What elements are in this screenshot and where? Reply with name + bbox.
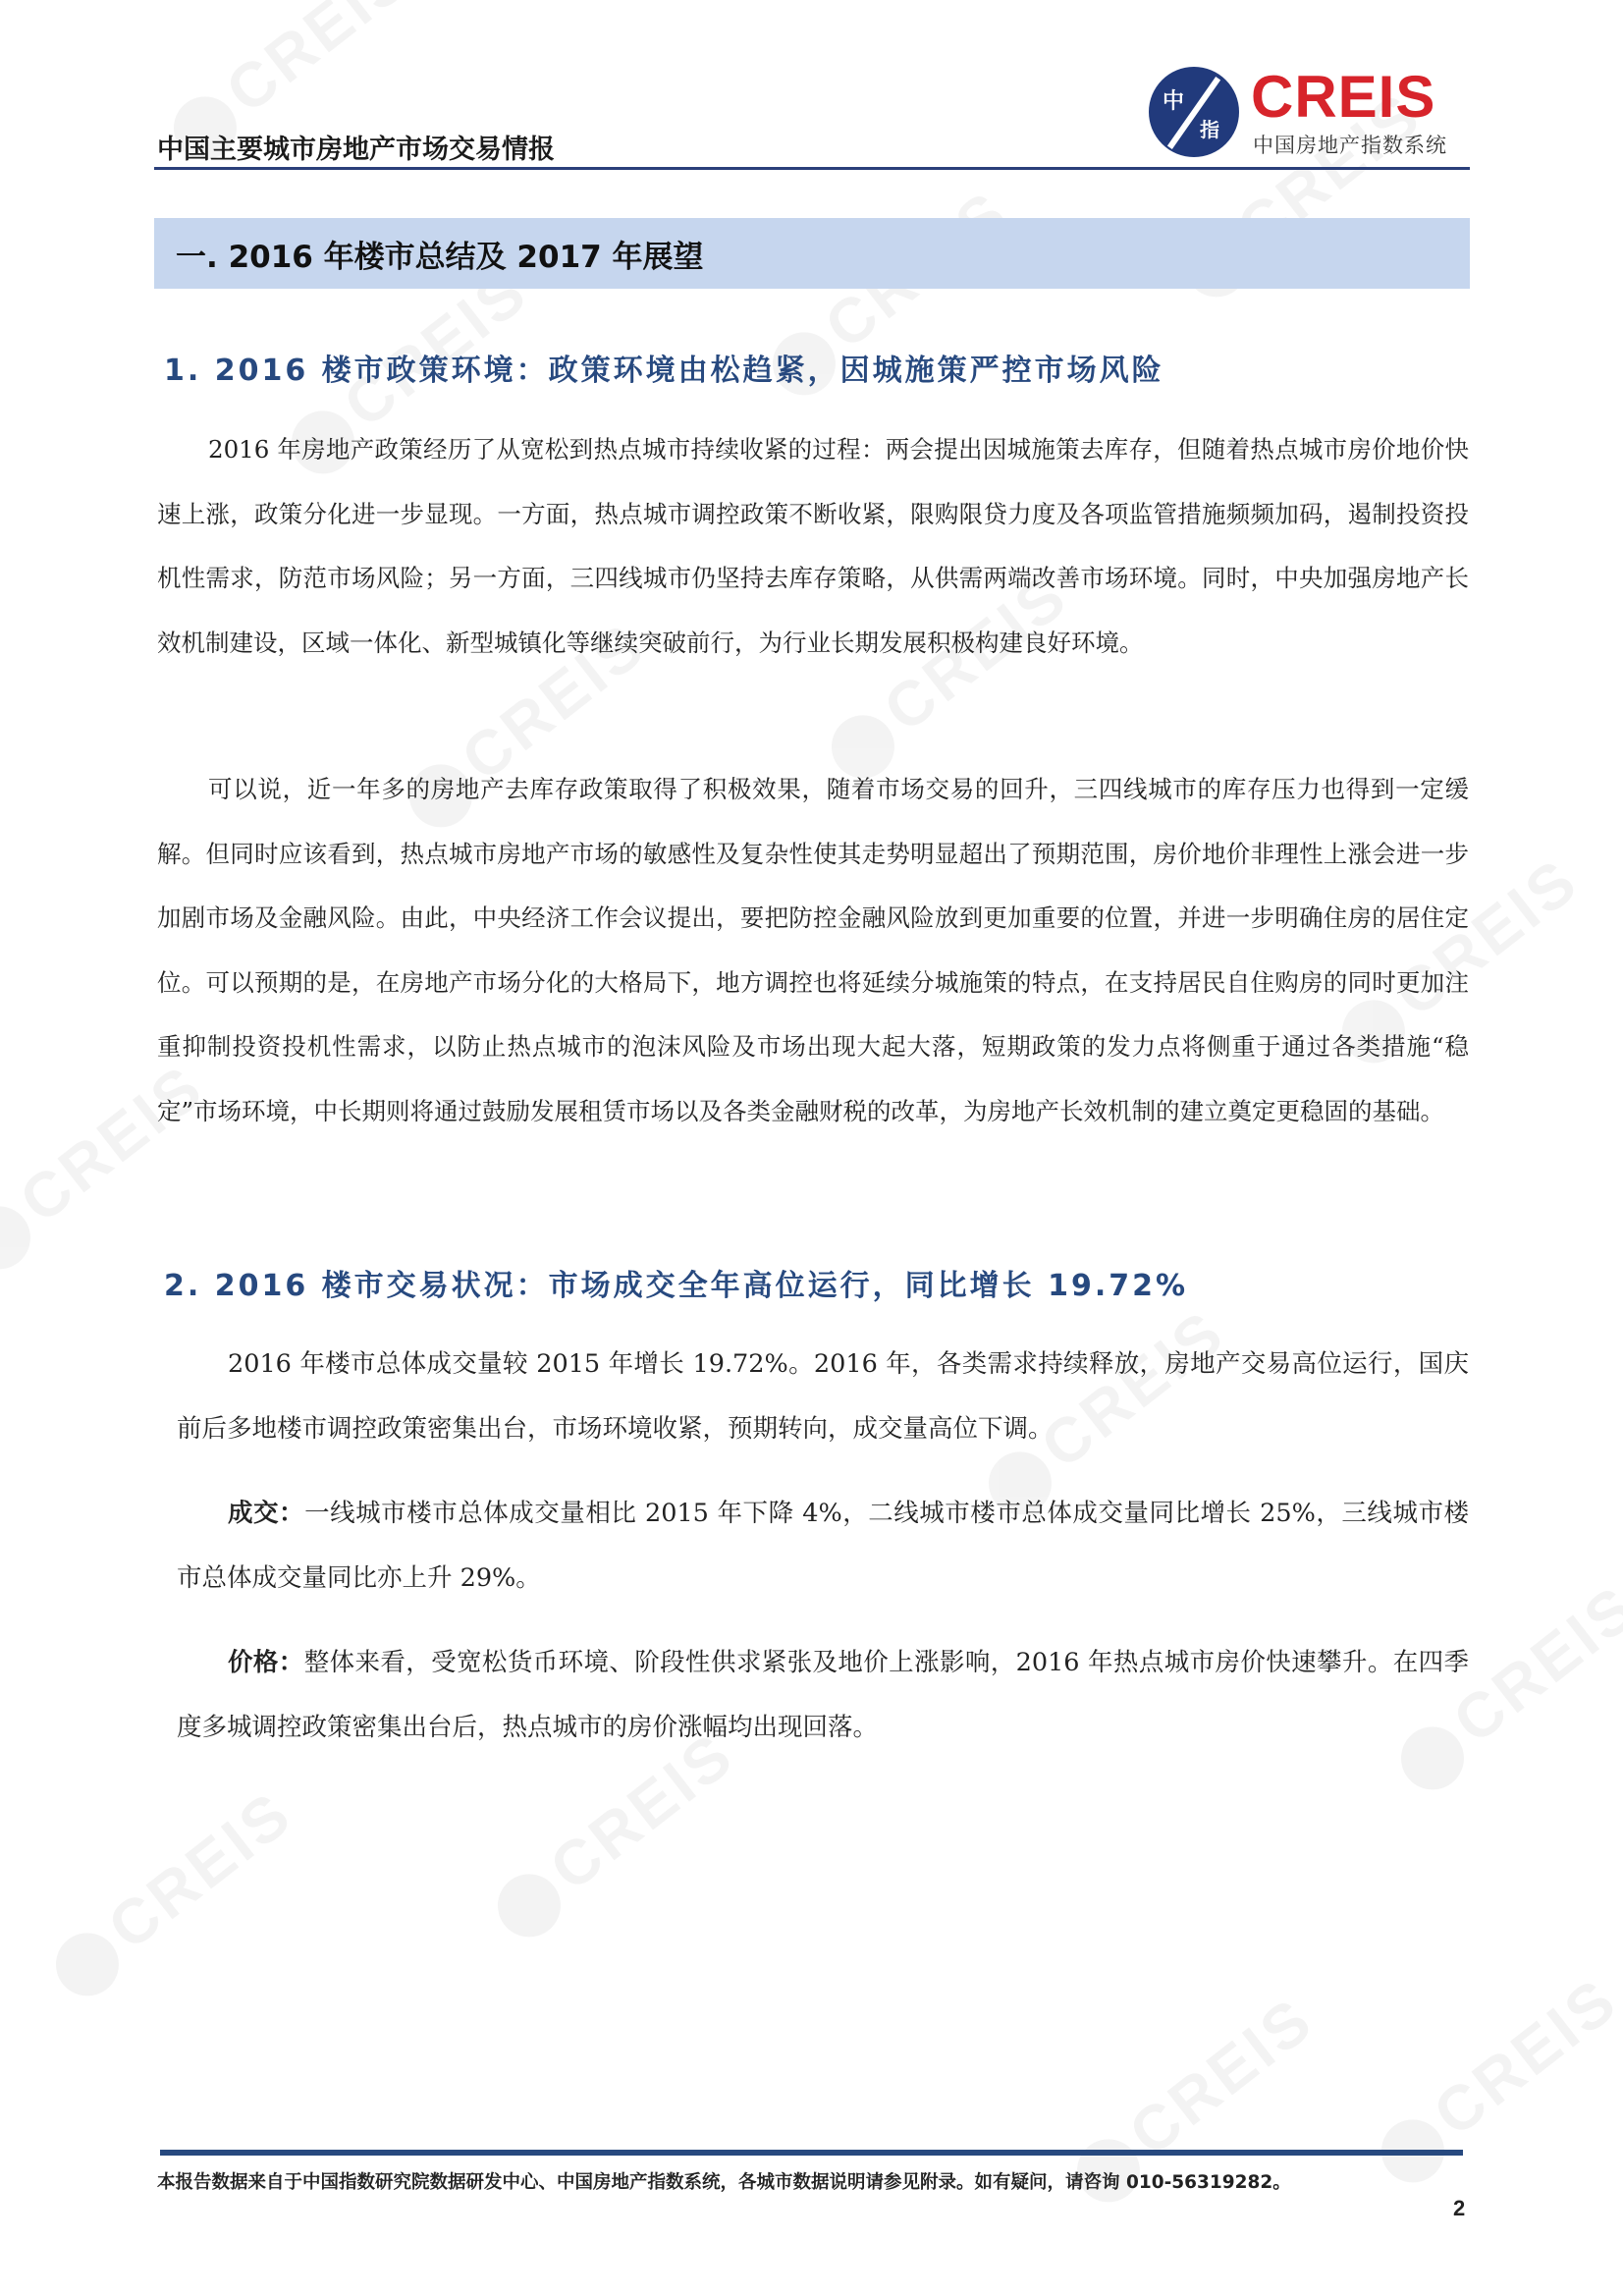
creis-logo (1149, 64, 1473, 165)
section-banner (154, 218, 1470, 289)
footer-divider (160, 2150, 1463, 2156)
deal-label: 成交： (228, 1499, 305, 1528)
watermark (1363, 1963, 1623, 2196)
paragraph-policy-2: 可以说，近一年多的房地产去库存政策取得了积极效果，随着市场交易的回升，三四线城市的库存压力也得到一定缓解。但同时应该看到，热点城市房地产市场的敏感性及复杂性使其走势明显超出了预期范围，房价地价非理性上涨会进一步加剧市场及金融风险。由此，中央经济工作会议提出，要把防控金融风险放到更加重要的位置，并进一步明确住房的居住定位。可以预期的是，在房地产市场分化的大格局下，地方调控也将延续分城施策的特点，在支持居民自住购房的同时更加注重抑制投资投机性需求，以防止热点城市的泡沫风险及市场出现大起大落，短期政策的发力点将侧重于通过各类措施“稳定”市场环境，中长期则将通过鼓励发展租赁市场以及各类金融财税的改革，为房地产长效机制的建立奠定更稳固的基础。 (157, 775, 1469, 1125)
paragraph-transactions-intro: 2016 年楼市总体成交量较 2015 年增长 19.72%。2016 年，各类需求持续释放，房地产交易高位运行，国庆前后多地楼市调控政策密集出台，市场环境收紧，预期转向，成交量高位下调。 (177, 1349, 1469, 1444)
logo-glyph: 指 (1200, 118, 1219, 141)
footer-note: 本报告数据来自于中国指数研究院数据研发中心、中国房地产指数系统，各城市数据说明请参见附录。如有疑问，请咨询 010-56319282。 (157, 2172, 1291, 2193)
section-heading-transactions: 2. 2016 楼市交易状况：市场成交全年高位运行，同比增长 19.72% (164, 1269, 1189, 1303)
report-title: 中国主要城市房地产市场交易情报 (157, 135, 555, 165)
watermark (37, 1777, 306, 2009)
section-heading-policy: 1. 2016 楼市政策环境：政策环境由松趋紧，因城施策严控市场风险 (164, 354, 1164, 388)
section-banner-title: 一. 2016 年楼市总结及 2017 年展望 (176, 240, 704, 275)
logo-glyph: 中 (1163, 89, 1185, 114)
logo-wordmark: CREIS (1251, 64, 1436, 130)
paragraph-prices (177, 1630, 1469, 1760)
price-text: 整体来看，受宽松货币环境、阶段性供求紧张及地价上涨影响，2016 年热点城市房价快速攀升。在四季度多城调控政策密集出台后，热点城市的房价涨幅均出现回落。 (177, 1648, 1469, 1742)
header-divider (154, 167, 1470, 170)
paragraph-policy-1: 2016 年房地产政策经历了从宽松到热点城市持续收紧的过程：两会提出因城施策去库存，但随着热点城市房价地价快速上涨，政策分化进一步显现。一方面，热点城市调控政策不断收紧，限购限贷力度及各项监管措施频频加码，遏制投资投机性需求，防范市场风险；另一方面，三四线城市仍坚持去库存策略，从供需两端改善市场环境。同时，中央加强房地产长效机制建设，区域一体化、新型城镇化等继续突破前行，为行业长期发展积极构建良好环境。 (157, 435, 1469, 657)
price-label: 价格： (228, 1648, 304, 1677)
deal-text: 一线城市楼市总体成交量相比 2015 年下降 4%，二线城市楼市总体成交量同比增长 25%，三线城市楼市总体成交量同比亦上升 29%。 (177, 1499, 1469, 1593)
paragraph-deals (177, 1481, 1469, 1611)
logo-emblem-icon (1149, 67, 1239, 157)
logo-subtitle: 中国房地产指数系统 (1253, 134, 1447, 157)
page-number: 2 (1453, 2196, 1466, 2220)
